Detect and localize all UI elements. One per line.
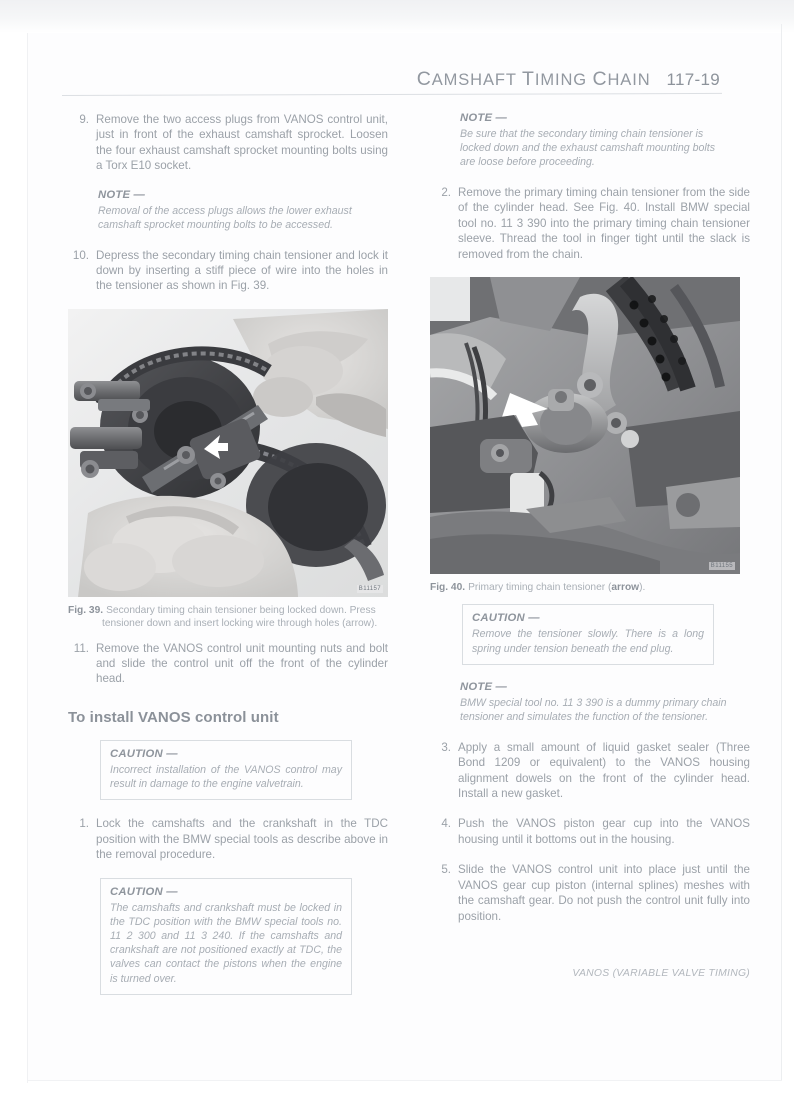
note-body: Removal of the access plugs allows the lower exhaust camshaft sprocket mounting bolts to be accessed. [98,204,352,231]
step-number: 2. [441,186,451,199]
section-heading: To install VANOS control unit [68,708,279,726]
step-number: 5. [441,863,451,877]
step-item [68,816,388,862]
figure-40-caption-before: Primary timing chain tensioner ( [468,582,612,594]
step-item [68,248,388,294]
step-text: Depress the secondary timing chain tensioner and lock it down by inserting a stiff piece of wire into the holes in the tensioner as shown in Fig. 39. [96,248,388,293]
caution-body: The camshafts and crankshaft must be locked in the TDC position with the BMW special tools no. 11 2 300 and 11 3 240. If the camshafts and crankshaft are not positioned exactly at TDC, the valves can contact the pistons when the engine is turned over. [110,901,342,985]
page-header [62,68,720,91]
figure-40-code: B11155 [710,563,733,570]
step-item [430,816,750,847]
step-text: Push the VANOS piston gear cup into the VANOS housing until it bottoms out in the housing. [458,817,750,846]
figure-40-caption-after: ). [639,582,646,594]
figure-40-caption-bold: arrow [611,582,640,594]
figure-39-photo [68,309,388,597]
figure-39-caption-text: Secondary timing chain tensioner being locked down. Press tensioner down and insert locking wire through holes (arrow). [102,604,378,630]
figure-39-code: B11157 [358,585,381,592]
step-text: Remove the primary timing chain tensioner from the side of the cylinder head. See Fig. 40. Install BMW special tool no. 11 3 390 into the primary timing chain tensioner sleeve. Thread the tool in finger tight until the slack is removed from the chain. [458,186,750,261]
step-item [68,112,388,174]
figure-40-label: Fig. 40. [430,582,466,594]
step-number: 10. [72,248,89,262]
step-item [430,862,750,924]
caution-label: CAUTION — [110,885,178,898]
engine-bay-photo [430,277,740,574]
scan-bottom-edge [28,1080,782,1081]
figure-40-photo [430,277,740,574]
figure-40-caption [430,581,750,594]
caution-body: Incorrect installation of the VANOS control may result in damage to the engine valvetrain. [110,763,342,791]
step-text: Remove the two access plugs from VANOS control unit, just in front of the exhaust camshaft sprocket. Loosen the four exhaust camshaft sprocket mounting bolts using a Torx E10 socket. [96,113,388,173]
figure-39-caption [68,604,388,631]
step-number: 1. [79,817,89,831]
caution-body: Remove the tensioner slowly. There is a long spring under tension beneath the end plug. [472,628,704,655]
figure-39 [68,309,388,631]
page-footer: VANOS (VARIABLE VALVE TIMING) [572,968,750,979]
caution-box [100,740,352,800]
figure-40 [430,277,750,594]
caution-label: CAUTION — [110,747,178,760]
right-column [430,112,750,939]
step-text: Slide the VANOS control unit into place just until the VANOS gear cup piston (internal splines) meshes with the camshaft gear. Do not push the control unit fully into position. [458,863,750,923]
note-label: NOTE — [98,188,146,201]
note-block [460,681,730,724]
note-label: NOTE — [460,112,508,124]
step-text: Apply a small amount of liquid gasket sealer (Three Bond 1209 or equivalent) to the VANOS housing alignment dowels on the front of the cylinder head. Install a new gasket. [458,740,750,801]
step-item [68,641,388,687]
step-item [430,185,750,262]
note-block [98,189,368,232]
caution-box [462,604,714,664]
step-item [430,740,750,802]
note-body: BMW special tool no. 11 3 390 is a dummy primary chain tensioner and simulates the function of the tensioner. [460,696,727,723]
timing-chain-photo [68,309,388,597]
scan-left-edge [27,33,28,1083]
scan-right-edge [781,24,782,1080]
note-block [460,112,730,169]
caution-label: CAUTION — [472,612,540,625]
scan-top-edge [0,0,794,33]
figure-39-label: Fig. 39. [68,604,104,616]
step-number: 3. [441,740,451,754]
page-title: CAMSHAFT TIMING CHAIN [416,68,651,90]
note-body: Be sure that the secondary timing chain tensioner is locked down and the exhaust camshaft mounting bolts are loose before proceeding. [460,128,715,168]
step-number: 9. [79,113,89,126]
step-text: Remove the VANOS control unit mounting nuts and bolt and slide the control unit off the front of the cylinder head. [96,641,388,686]
step-number: 11. [73,641,89,655]
note-label: NOTE — [460,680,508,693]
step-text: Lock the camshafts and the crankshaft in the TDC position with the BMW special tools as describe above in the removal procedure. [96,817,388,862]
left-column [68,112,388,1011]
page-number: 117-19 [666,70,720,89]
step-number: 4. [441,817,451,831]
caution-box [100,878,352,995]
